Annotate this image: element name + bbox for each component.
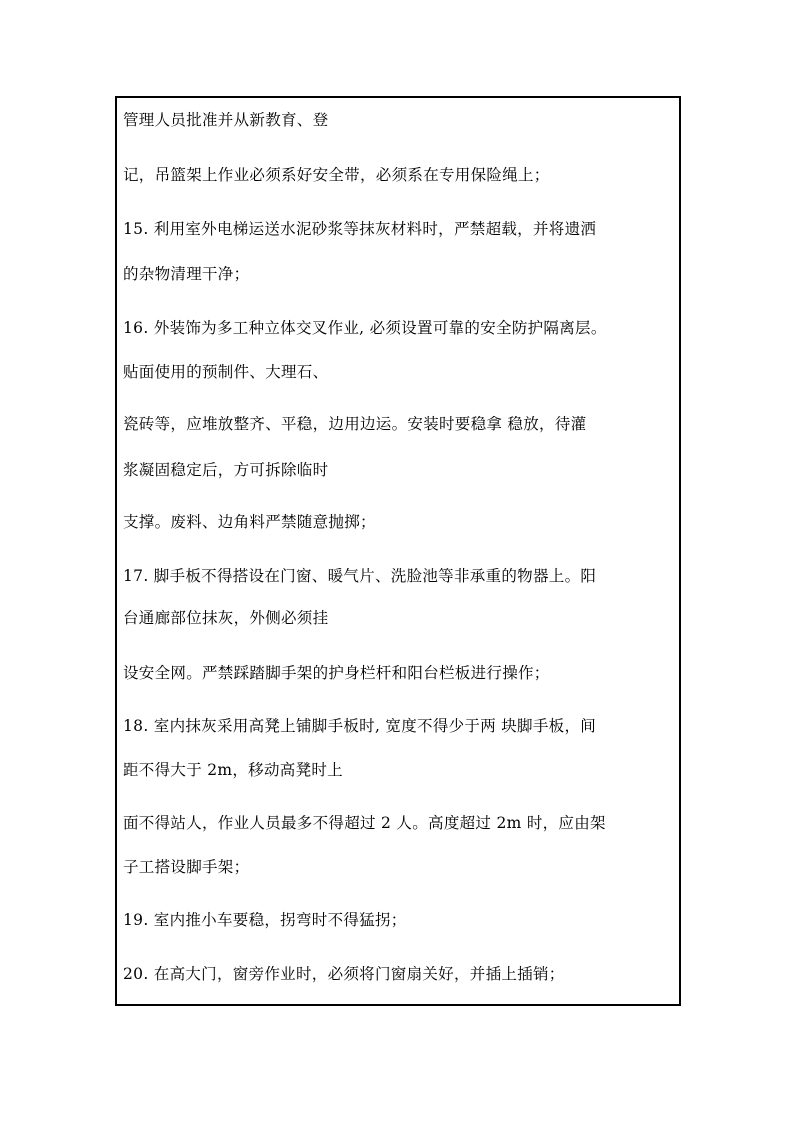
text-line: 18. 室内抹灰采用高凳上铺脚手板时, 宽度不得少于两 块脚手板，间 [123,717,597,735]
text-line: 20. 在高大门，窗旁作业时，必须将门窗扇关好，并插上插销； [123,965,565,983]
text-line: 子工搭设脚手架； [123,858,250,876]
text-line: 17. 脚手板不得搭设在门窗、暖气片、洗脸池等非承重的物器上。阳 [123,567,597,585]
text-line: 台通廊部位抹灰，外侧必须挂 [123,609,329,627]
text-line: 15. 利用室外电梯运送水泥砂浆等抹灰材料时，严禁超载，并将遗洒 [123,220,597,238]
text-line: 贴面使用的预制件、大理石、 [123,363,329,381]
text-line: 设安全网。严禁踩踏脚手架的护身栏杆和阳台栏板进行操作； [123,664,550,682]
text-line: 19. 室内推小车要稳，拐弯时不得猛拐； [123,911,407,929]
text-line: 的杂物清理干净； [123,265,250,283]
text-line: 记，吊篮架上作业必须系好安全带，必须系在专用保险绳上； [123,166,550,184]
text-line: 距不得大于 2m，移动高凳时上 [123,761,343,779]
text-line: 管理人员批准并从新教育、登 [123,111,329,129]
text-line: 瓷砖等，应堆放整齐、平稳，边用边运。安装时要稳拿 稳放，待灌 [123,415,587,433]
text-line: 面不得站人，作业人员最多不得超过 2 人。高度超过 2m 时，应由架 [123,814,606,832]
text-line: 16. 外装饰为多工种立体交叉作业, 必须设置可靠的安全防护隔离层。 [123,319,607,337]
text-line: 支撑。废料、边角料严禁随意抛掷； [123,513,376,531]
text-line: 浆凝固稳定后，方可拆除临时 [123,461,329,479]
